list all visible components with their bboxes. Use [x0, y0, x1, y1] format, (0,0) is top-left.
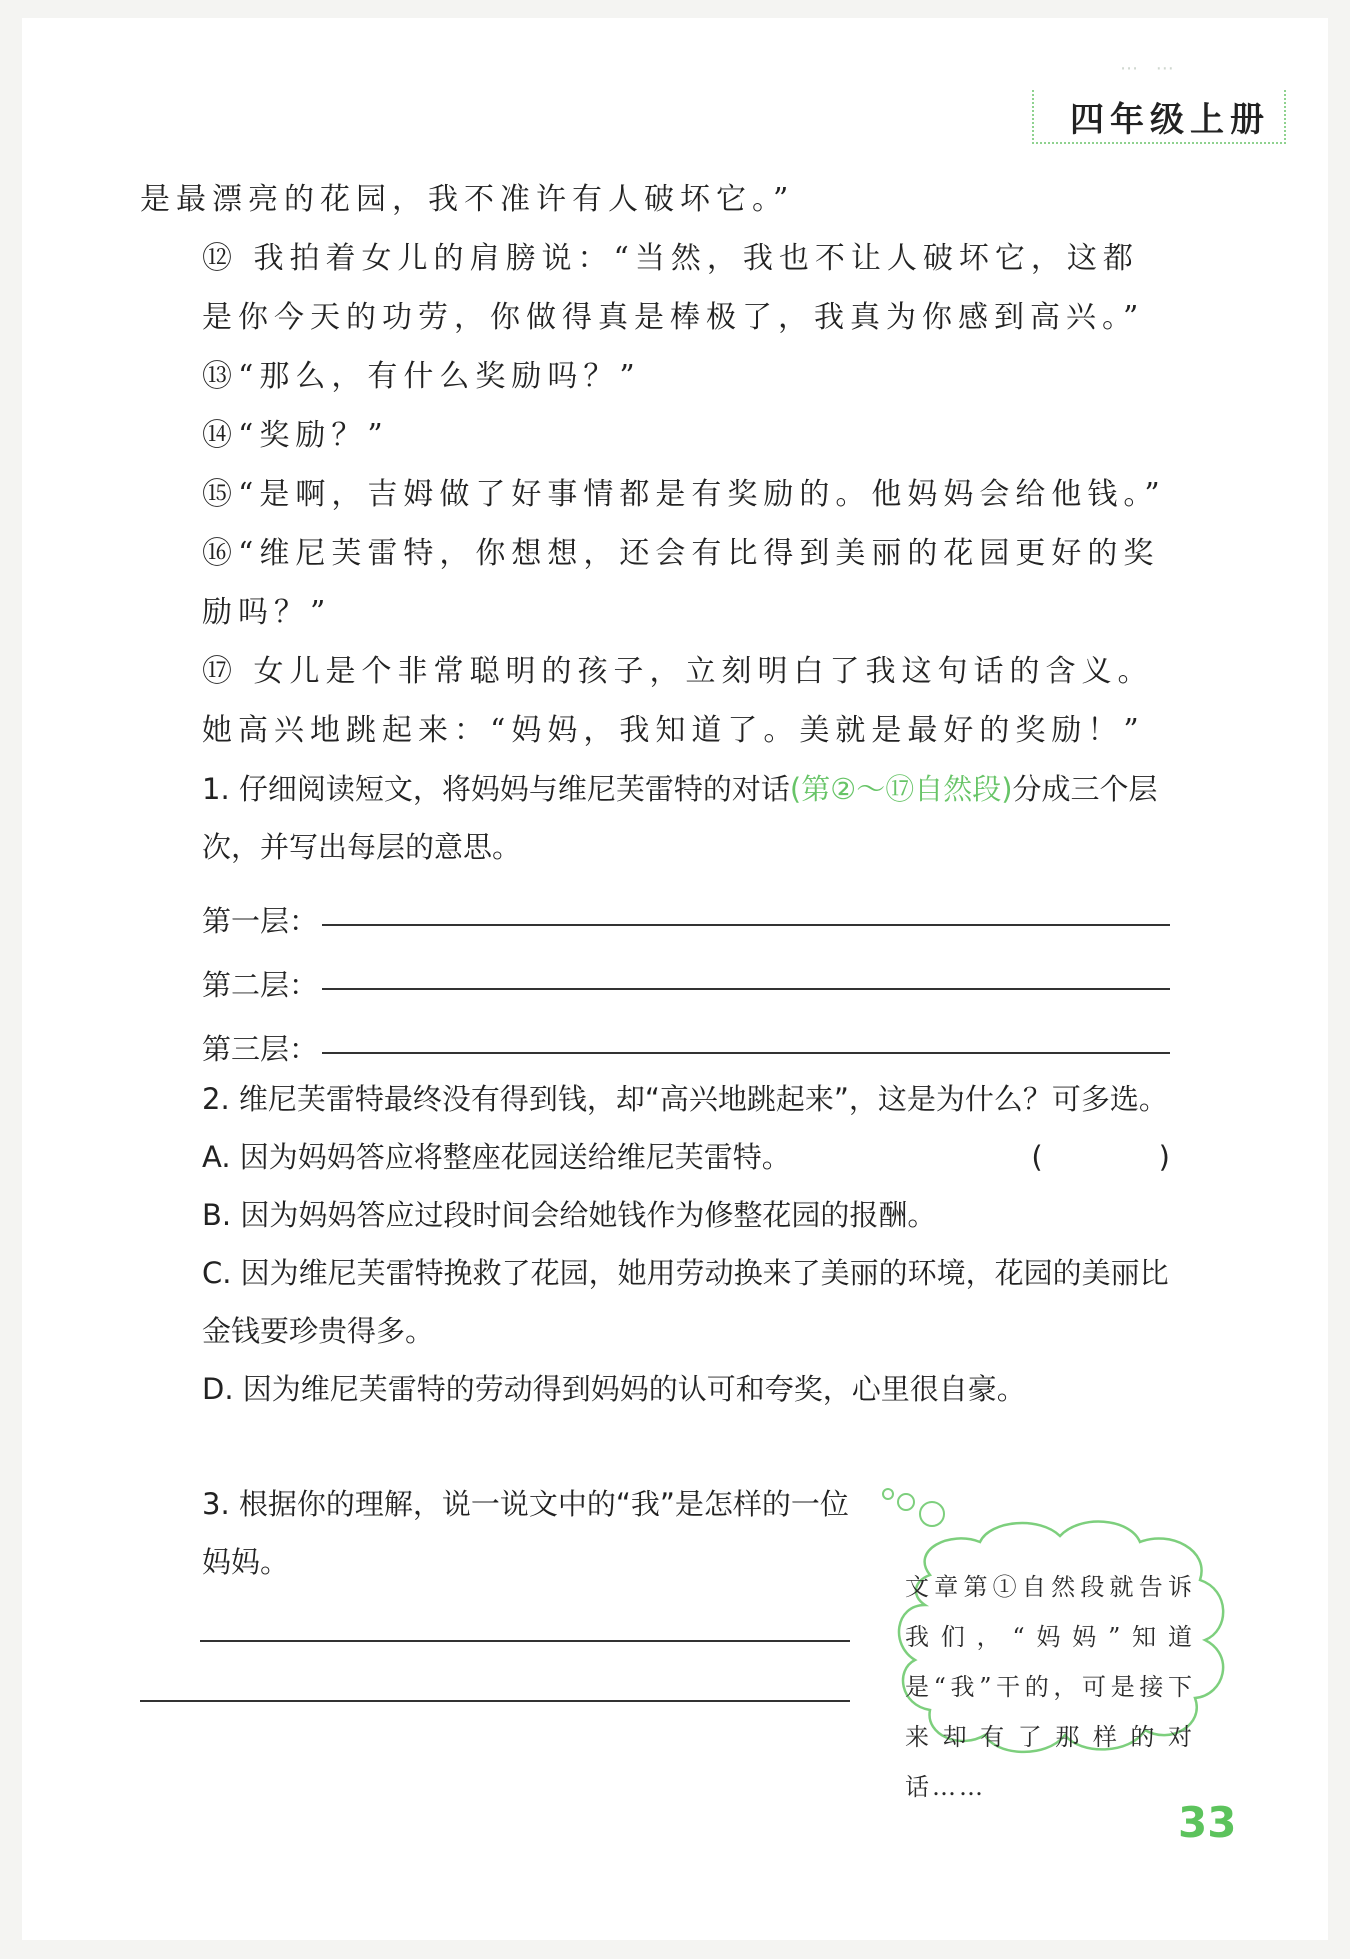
story-paragraph: ⑮“是啊，吉姆做了好事情都是有奖励的。他妈妈会给他钱。” [202, 477, 1166, 512]
layer-1-label: 第一层： [202, 904, 319, 938]
story-paragraph: ⑬“那么，有什么奖励吗？” [202, 359, 641, 394]
question-1-hint: (第②～⑰自然段) [789, 772, 1013, 806]
question-3-text: 3. 根据你的理解，说一说文中的“我”是怎样的一位妈妈。 [202, 1487, 849, 1579]
q3-answer-line-2[interactable] [140, 1700, 850, 1702]
tip-text: 文章第①自然段就告诉我们，“妈妈”知道是“我”干的，可是接下来却有了那样的对话…… [905, 1573, 1195, 1801]
answer-parentheses[interactable]: ( ) [1031, 1140, 1170, 1174]
layer-1-row[interactable] [140, 876, 1170, 940]
question-1 [140, 760, 1170, 1068]
option-c[interactable]: C. 因为维尼芙雷特挽救了花园，她用劳动换来了美丽的环境，花园的美丽比金钱要珍贵得多。 [202, 1256, 1169, 1348]
option-a[interactable]: A. 因为妈妈答应将整座花园送给维尼芙雷特。 [202, 1140, 791, 1174]
story-paragraph: 是最漂亮的花园，我不准许有人破坏它。” [140, 182, 795, 217]
question-2-text: 2. 维尼芙雷特最终没有得到钱，却“高兴地跳起来”，这是为什么？可多选。 ( ) [140, 1070, 1170, 1128]
header-decoration: ⋯ ⋯ [1120, 58, 1180, 79]
story-text [140, 170, 1170, 760]
layer-3-row[interactable] [140, 1004, 1170, 1068]
layer-2-answer-line[interactable] [322, 988, 1170, 990]
page-number: 33 [1178, 1798, 1237, 1847]
grade-title: 四年级上册 [1070, 100, 1270, 140]
layer-2-row[interactable] [140, 940, 1170, 1004]
layer-3-label: 第三层： [202, 1032, 319, 1066]
question-1-text: 1. 仔细阅读短文，将妈妈与维尼芙雷特的对话(第②～⑰自然段)分成三个层次，并写出每层的意思。 [202, 772, 1158, 864]
question-2 [140, 1070, 1170, 1418]
layer-3-answer-line[interactable] [322, 1052, 1170, 1054]
option-d[interactable]: D. 因为维尼芙雷特的劳动得到妈妈的认可和夸奖，心里很自豪。 [202, 1372, 1026, 1406]
story-paragraph: ⑫ 我拍着女儿的肩膀说：“当然，我也不让人破坏它，这都是你今天的功劳，你做得真是棒极了，我真为你感到高兴。” [202, 241, 1145, 335]
q3-answer-line-1[interactable] [200, 1640, 850, 1642]
story-paragraph: ⑰ 女儿是个非常聪明的孩子，立刻明白了我这句话的含义。她高兴地跳起来：“妈妈，我知道了。美就是最好的奖励！” [202, 654, 1154, 748]
story-paragraph: ⑭“奖励？” [202, 418, 389, 453]
story-paragraph: ⑯“维尼芙雷特，你想想，还会有比得到美丽的花园更好的奖励吗？” [202, 536, 1160, 630]
layer-1-answer-line[interactable] [322, 924, 1170, 926]
option-b[interactable]: B. 因为妈妈答应过段时间会给她钱作为修整花园的报酬。 [202, 1198, 937, 1232]
layer-2-label: 第二层： [202, 968, 319, 1002]
question-3 [140, 1475, 860, 1591]
